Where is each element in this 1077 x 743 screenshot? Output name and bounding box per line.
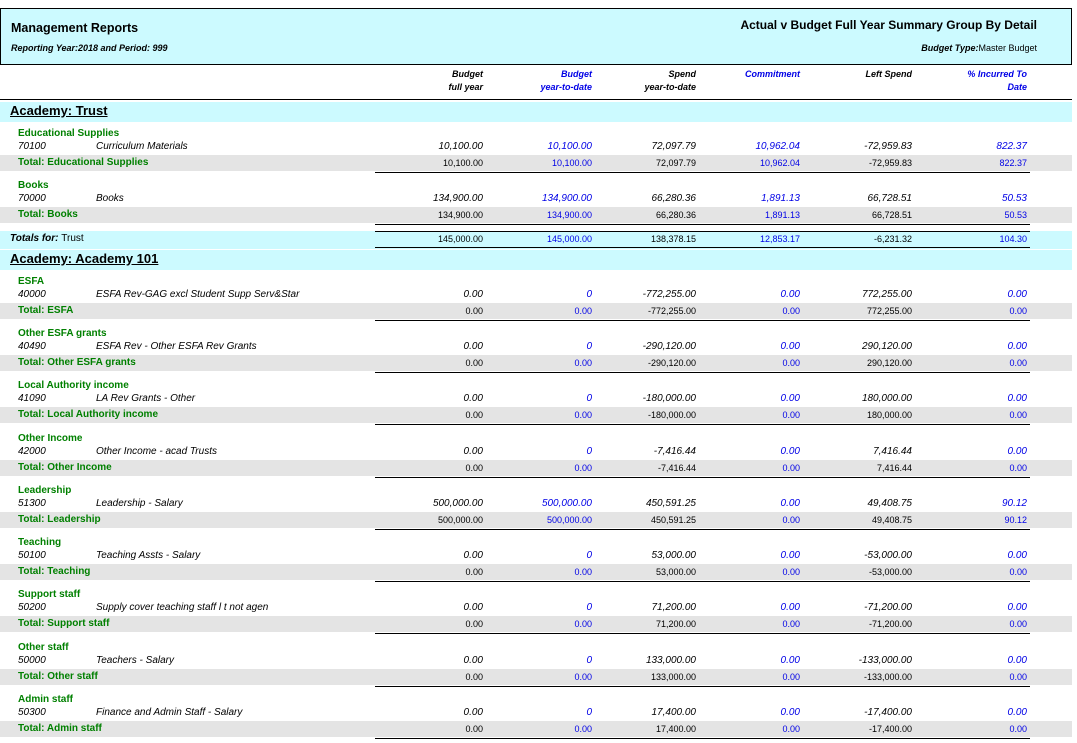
header-rule: [0, 99, 1072, 100]
group-total-row-col-5: -71,200.00: [868, 619, 912, 630]
detail-row-col-3: -772,255.00: [642, 288, 696, 300]
group-total-rule: [375, 686, 1030, 687]
reporting-period: Reporting Year:2018 and Period: 999: [11, 43, 168, 53]
group-total-row-col-3: 71,200.00: [655, 619, 696, 630]
group-total-row-col-6: 0.00: [1009, 671, 1027, 682]
group-total-row-col-5: 290,120.00: [866, 357, 912, 368]
group-total-row-col-1: 0.00: [465, 724, 483, 734]
group-total-rule: [375, 633, 1030, 634]
detail-row-col-3: 72,097.79: [651, 141, 696, 152]
totals-for-label: [10, 233, 84, 244]
account-code: 41090: [18, 393, 46, 405]
group-total-row-col-2: 10,100.00: [551, 158, 592, 168]
group-total-row-col-5: 7,416.44: [876, 462, 912, 473]
budget-type-label: Budget Type:: [921, 43, 979, 53]
group-total-row-col-4: 0.00: [782, 305, 800, 316]
account-description: Books: [96, 193, 124, 205]
detail-row-col-2: 0: [586, 602, 592, 614]
column-header-6: % Incurred To Date: [967, 69, 1027, 92]
totals-for-row-col-2: 145,000.00: [546, 233, 592, 244]
account-description: Finance and Admin Staff - Salary: [96, 707, 243, 718]
group-total-row-col-4: 0.00: [782, 357, 800, 368]
totals-for-row-col-3: 138,378.15: [650, 233, 696, 244]
account-code: 70100: [18, 141, 46, 152]
detail-row-col-3: 66,280.36: [651, 193, 696, 205]
group-total-row-col-1: 0.00: [465, 305, 483, 316]
group-total-row-col-5: 180,000.00: [866, 410, 912, 421]
group-name: Admin staff: [18, 694, 73, 705]
account-code: 50200: [18, 602, 46, 614]
group-total-row-col-6: 822.37: [999, 158, 1027, 168]
group-total-row-col-2: 0.00: [574, 357, 592, 368]
group-total-row-col-6: 0.00: [1009, 410, 1027, 421]
group-total-row-col-2: 134,900.00: [546, 210, 592, 221]
column-header-1: Budget full year: [448, 69, 483, 92]
group-total-row-col-1: 0.00: [465, 410, 483, 421]
detail-row-col-1: 0.00: [463, 393, 483, 405]
group-name: Other staff: [18, 641, 69, 653]
detail-row-col-5: -53,000.00: [864, 550, 912, 562]
group-name: Educational Supplies: [18, 128, 120, 139]
account-code: 42000: [18, 445, 46, 457]
detail-row-col-6: 0.00: [1007, 707, 1027, 718]
detail-row-col-3: 133,000.00: [645, 654, 696, 666]
group-total-row-col-2: 0.00: [574, 462, 592, 473]
detail-row-col-5: -71,200.00: [864, 602, 912, 614]
group-total-rule: [375, 477, 1030, 478]
group-total-row-col-1: 10,100.00: [442, 158, 483, 168]
detail-row-col-4: 0.00: [780, 340, 800, 352]
group-total-row-col-4: 1,891.13: [764, 210, 800, 221]
detail-row-col-2: 0: [586, 288, 592, 300]
detail-row-col-6: 50.53: [1001, 193, 1027, 205]
detail-row-col-1: 0.00: [463, 550, 483, 562]
group-total-row-col-1: 0.00: [465, 462, 483, 473]
group-total-rule: [375, 224, 1030, 225]
group-total-row-col-6: 0.00: [1009, 724, 1027, 734]
account-code: 70000: [18, 193, 46, 205]
academy-title: Academy: Trust: [10, 103, 108, 118]
detail-row-col-1: 500,000.00: [432, 497, 483, 509]
group-total-row-col-2: 0.00: [574, 567, 592, 578]
detail-row-col-5: 180,000.00: [861, 393, 912, 405]
detail-row-col-1: 0.00: [463, 445, 483, 457]
group-name: Leadership: [18, 484, 72, 496]
detail-row-col-3: -180,000.00: [642, 393, 696, 405]
detail-row-col-1: 0.00: [463, 340, 483, 352]
group-total-row-col-4: 0.00: [782, 619, 800, 630]
group-total-row-col-6: 90.12: [1004, 514, 1027, 525]
report-header: [0, 8, 1072, 65]
detail-row-col-6: 0.00: [1007, 550, 1027, 562]
group-name: Support staff: [18, 589, 81, 601]
detail-row-col-3: 17,400.00: [651, 707, 696, 718]
detail-row-col-5: 290,120.00: [861, 340, 912, 352]
group-total-rule: [375, 581, 1030, 582]
detail-row-col-4: 0.00: [780, 497, 800, 509]
group-total-row-col-5: -17,400.00: [868, 724, 912, 734]
group-total-row-col-3: 72,097.79: [655, 158, 696, 168]
group-total-row-col-1: 0.00: [465, 671, 483, 682]
detail-row-col-2: 134,900.00: [541, 193, 592, 205]
account-description: ESFA Rev - Other ESFA Rev Grants: [96, 340, 257, 352]
group-total-row-col-6: 0.00: [1009, 619, 1027, 630]
detail-row-col-5: 49,408.75: [867, 497, 912, 509]
detail-row-col-4: 0.00: [780, 550, 800, 562]
group-total-row-col-4: 0.00: [782, 410, 800, 421]
group-total-row-col-5: 66,728.51: [871, 210, 912, 221]
group-total-label: Total: Educational Supplies: [18, 157, 149, 168]
detail-row-col-4: 0.00: [780, 602, 800, 614]
group-total-label: Total: Other ESFA grants: [18, 356, 136, 368]
group-total-row-col-3: 53,000.00: [655, 567, 696, 578]
group-total-rule: [375, 172, 1030, 173]
academy-band: [0, 250, 1072, 270]
group-total-row-col-2: 500,000.00: [546, 514, 592, 525]
account-description: Teachers - Salary: [96, 654, 174, 666]
detail-row-col-3: 71,200.00: [651, 602, 696, 614]
detail-row-col-1: 0.00: [463, 288, 483, 300]
detail-row-col-5: -72,959.83: [864, 141, 912, 152]
academy-band: [0, 102, 1072, 122]
detail-row-col-6: 0.00: [1007, 288, 1027, 300]
account-description: Leadership - Salary: [96, 497, 183, 509]
detail-row-col-5: 772,255.00: [861, 288, 912, 300]
group-total-rule: [375, 320, 1030, 321]
group-total-rule: [375, 738, 1030, 739]
academy-title: Academy: Academy 101: [10, 250, 159, 266]
detail-row-col-4: 10,962.04: [755, 141, 800, 152]
account-description: Teaching Assts - Salary: [96, 550, 201, 562]
group-total-label: Total: Other Income: [18, 461, 112, 473]
totals-for-row-col-4: 12,853.17: [759, 233, 800, 244]
detail-row-col-2: 0: [586, 654, 592, 666]
group-total-row-col-3: -180,000.00: [647, 410, 696, 421]
group-total-row-col-4: 0.00: [782, 514, 800, 525]
report-name: Actual v Budget Full Year Summary Group By Detail: [740, 18, 1037, 32]
group-total-rule: [375, 424, 1030, 425]
detail-row-col-6: 90.12: [1001, 497, 1027, 509]
group-total-row-col-4: 0.00: [782, 724, 800, 734]
group-total-row-col-5: 772,255.00: [866, 305, 912, 316]
detail-row-col-2: 0: [586, 550, 592, 562]
detail-row-col-1: 134,900.00: [432, 193, 483, 205]
detail-row-col-4: 0.00: [780, 288, 800, 300]
group-total-label: Total: Admin staff: [18, 723, 102, 734]
detail-row-col-3: 53,000.00: [651, 550, 696, 562]
account-code: 40000: [18, 288, 46, 300]
detail-row-col-1: 10,100.00: [438, 141, 483, 152]
detail-row-col-6: 0.00: [1007, 445, 1027, 457]
detail-row-col-6: 0.00: [1007, 340, 1027, 352]
detail-row-col-5: 7,416.44: [873, 445, 912, 457]
group-total-rule: [375, 529, 1030, 530]
totals-for-row-col-6: 104.30: [999, 233, 1027, 244]
account-description: Curriculum Materials: [96, 141, 188, 152]
detail-row-col-6: 0.00: [1007, 393, 1027, 405]
group-total-row-col-6: 0.00: [1009, 305, 1027, 316]
group-total-row-col-4: 10,962.04: [759, 158, 800, 168]
account-code: 40490: [18, 340, 46, 352]
budget-type: [921, 43, 1037, 53]
group-total-row-col-6: 0.00: [1009, 567, 1027, 578]
budget-type-value: Master Budget: [978, 43, 1037, 53]
detail-row-col-1: 0.00: [463, 654, 483, 666]
detail-row-col-6: 822.37: [996, 141, 1027, 152]
detail-row-col-3: 450,591.25: [645, 497, 696, 509]
group-total-row-col-4: 0.00: [782, 567, 800, 578]
group-total-row-col-3: 450,591.25: [650, 514, 696, 525]
group-total-row-col-5: -72,959.83: [868, 158, 912, 168]
detail-row-col-3: -290,120.00: [642, 340, 696, 352]
detail-row-col-6: 0.00: [1007, 654, 1027, 666]
detail-row-col-6: 0.00: [1007, 602, 1027, 614]
account-code: 51300: [18, 497, 46, 509]
group-total-row-col-2: 0.00: [574, 305, 592, 316]
totals-for-rule-bottom: [375, 247, 1030, 248]
group-total-row-col-5: -53,000.00: [868, 567, 912, 578]
group-name: Other ESFA grants: [18, 327, 107, 339]
detail-row-col-4: 0.00: [780, 654, 800, 666]
detail-row-col-4: 0.00: [780, 707, 800, 718]
column-header-5: Left Spend: [865, 69, 912, 79]
group-total-row-col-1: 0.00: [465, 619, 483, 630]
account-code: 50300: [18, 707, 46, 718]
group-total-row-col-2: 0.00: [574, 724, 592, 734]
account-code: 50000: [18, 654, 46, 666]
column-header-4: Commitment: [744, 69, 800, 79]
account-description: LA Rev Grants - Other: [96, 393, 196, 405]
detail-row-col-1: 0.00: [463, 602, 483, 614]
group-total-label: Total: Leadership: [18, 513, 101, 525]
group-total-row-col-6: 0.00: [1009, 462, 1027, 473]
detail-row-col-5: -133,000.00: [858, 654, 912, 666]
group-total-label: Total: Local Authority income: [18, 409, 159, 421]
group-name: Local Authority income: [18, 380, 129, 392]
detail-row-col-2: 0: [586, 340, 592, 352]
detail-row-col-4: 0.00: [780, 445, 800, 457]
group-total-row-col-5: 49,408.75: [871, 514, 912, 525]
detail-row-col-5: -17,400.00: [864, 707, 912, 718]
group-total-row-col-1: 500,000.00: [437, 514, 483, 525]
account-code: 50100: [18, 550, 46, 562]
group-total-row-col-3: -290,120.00: [647, 357, 696, 368]
group-total-row-col-3: 66,280.36: [655, 210, 696, 221]
group-name: Teaching: [18, 537, 62, 549]
account-description: Other Income - acad Trusts: [96, 445, 217, 457]
totals-for-rule-top: [375, 231, 1030, 232]
group-total-label: Total: Support staff: [18, 618, 110, 630]
detail-row-col-2: 0: [586, 707, 592, 718]
group-total-rule: [375, 372, 1030, 373]
group-total-row-col-4: 0.00: [782, 671, 800, 682]
group-total-row-col-3: 17,400.00: [655, 724, 696, 734]
group-total-row-col-4: 0.00: [782, 462, 800, 473]
totals-for-row-col-1: 145,000.00: [437, 233, 483, 244]
detail-row-col-3: -7,416.44: [653, 445, 696, 457]
group-total-label: Total: Books: [18, 209, 78, 221]
group-total-row-col-2: 0.00: [574, 619, 592, 630]
group-total-label: Total: Teaching: [18, 566, 91, 578]
group-total-row-col-1: 0.00: [465, 567, 483, 578]
group-total-row-col-3: -7,416.44: [657, 462, 696, 473]
group-total-row-col-5: -133,000.00: [863, 671, 912, 682]
group-total-label: Total: ESFA: [18, 304, 74, 316]
detail-row-col-2: 10,100.00: [547, 141, 592, 152]
totals-for-name: Trust: [61, 232, 84, 244]
detail-row-col-2: 0: [586, 445, 592, 457]
totals-for-row-col-5: -6,231.32: [873, 233, 912, 244]
totals-for-prefix: Totals for:: [10, 232, 62, 244]
group-name: ESFA: [18, 275, 45, 287]
group-total-label: Total: Other staff: [18, 670, 98, 682]
group-total-row-col-1: 134,900.00: [437, 210, 483, 221]
group-total-row-col-1: 0.00: [465, 357, 483, 368]
group-total-row-col-6: 50.53: [1004, 210, 1027, 221]
report-title: Management Reports: [11, 21, 139, 35]
detail-row-col-2: 0: [586, 393, 592, 405]
group-total-row-col-2: 0.00: [574, 410, 592, 421]
group-total-row-col-3: 133,000.00: [650, 671, 696, 682]
detail-row-col-1: 0.00: [463, 707, 483, 718]
group-total-row-col-3: -772,255.00: [647, 305, 696, 316]
account-description: Supply cover teaching staff l t not agen: [96, 602, 269, 614]
group-name: Other Income: [18, 432, 83, 444]
account-description: ESFA Rev-GAG excl Student Supp Serv&Star: [96, 288, 300, 300]
detail-row-col-2: 500,000.00: [541, 497, 592, 509]
detail-row-col-5: 66,728.51: [867, 193, 912, 205]
column-header-2: Budget year-to-date: [540, 69, 592, 92]
detail-row-col-4: 1,891.13: [761, 193, 800, 205]
detail-row-col-4: 0.00: [780, 393, 800, 405]
column-header-3: Spend year-to-date: [644, 69, 696, 92]
group-total-row-col-6: 0.00: [1009, 357, 1027, 368]
group-total-row-col-2: 0.00: [574, 671, 592, 682]
group-name: Books: [18, 180, 49, 192]
